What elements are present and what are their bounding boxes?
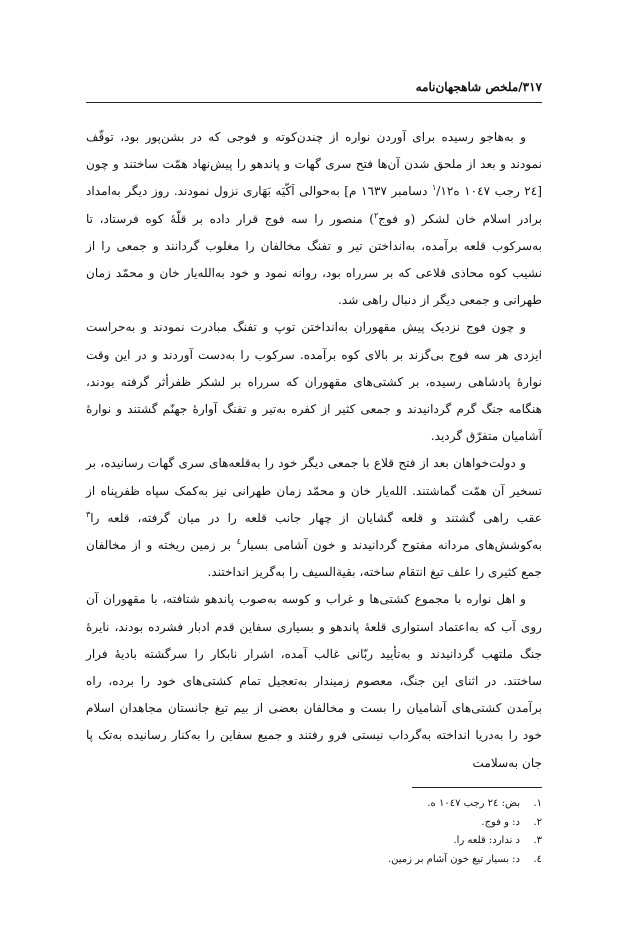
paragraph-text: و به‌هاجو رسیده برای آوردن نواره از چندن‌کوته و فوجی که در بشن‌پور بود، توقّف نمودند و بعد از ملحق شدن آن‌ها فتح سری گهات و پاندهو را پیش‌نهاد همّت ساختند و چون [٢٤ رجب ١٠٤٧ ه	[86, 130, 542, 199]
footnote-number: ٣.	[533, 835, 542, 846]
footnotes	[86, 795, 542, 869]
main-text	[86, 124, 542, 777]
footnote-text: بض: ٢٤ رجب ١٠٤٧ ه.	[427, 798, 520, 809]
footnote-text: د: بسیار تیغ خون آشام بر زمین.	[388, 853, 520, 865]
paragraph-text: و اهل نواره با مجموع کشتی‌ها و غراب و کوسه به‌صوب پاندهو شتافته، با مقهوران آن روی آب که به‌اعتماد استواری قلعهٔ پاندهو و بسیاری سفاین قدم ادبار فشرده بودند، نایرهٔ جنگ ملتهب گردانیدند و به‌تأیید ربّانی غالب آمده، اشرار نابکار را سرگشته بادیهٔ فرار ساختند. در اثنای این جنگ، معصوم زمیندار به‌تعجیل تمام کشتی‌های خود را برده، راه برآمدن کشتی‌های آشامیان را بست و مخالفان بعضی از بیم تیغ جانستان مجاهدان اسلام خود را به‌دریا انداخته به‌گرداب نیستی فرو رفتند و جمیع سفاین را به‌کنار رسانیده به‌تک پا جان به‌سلامت	[86, 592, 542, 770]
paragraph	[86, 586, 542, 776]
footnote-ref: ١	[431, 183, 437, 193]
footnote-ref: ٤	[236, 537, 241, 547]
footnote-divider	[412, 787, 542, 788]
paragraph-text: /١٢ دسامبر ١٦٣٧ م] به‌حوالی اَکّیَه بَهَاری نزول نمودند. روز دیگر به‌امداد برادر اسلام خان لشکر (و فوج	[86, 184, 542, 226]
footnote-number: ١.	[533, 798, 542, 809]
header-divider	[86, 102, 542, 103]
footnote	[86, 851, 542, 870]
footnote-number: ٤.	[533, 853, 542, 865]
paragraph-text: ) منصور را سه فوج قرار داده بر قلّهٔ کوه فرستاد، تا به‌سرکوب قلعه برآمده، به‌انداختن تیر و تفنگ مخالفان را مغلوب گردانند و جمعی را از نشیب کوه محاذی قلاعی که بر سرراه بود، روانه نمود و خود به‌الله‌یار خان و محمّد زمان طهرانی و جمعی دیگر از دنبال راهی شد.	[86, 211, 542, 308]
paragraph	[86, 124, 542, 314]
footnote	[86, 814, 542, 833]
footnote	[86, 795, 542, 814]
footnote-text: د ندارد: قلعه را.	[453, 835, 520, 846]
footnote-number: ٢.	[533, 816, 542, 828]
footnote-text: د: و فوج.	[481, 816, 520, 828]
paragraph	[86, 450, 542, 586]
footnote-ref: ٣	[86, 509, 91, 519]
footnote	[86, 832, 542, 851]
paragraph-text: به‌کوشش‌های مردانه مفتوح گردانیدند و خون آشامی بسیار	[240, 538, 542, 553]
paragraph-text: و چون فوج نزدیک پیش مقهوران به‌انداختن توپ و تفنگ مبادرت نمودند و به‌حراست ایزدی هر سه فوج بی‌گزند بر بالای کوه برآمده. سرکوب را به‌دست آوردند و در این وقت نوارهٔ پادشاهی رسیده، بر کشتی‌های مقهوران که سرراه بر لشکر ظفرأثر گرفته بودند، هنگامه جنگ گرم گردانیدند و جمعی کثیر از کفره به‌تیر و تفنگ آوارهٔ جهنّم گشتند و نوارهٔ آشامیان متفرّق گردید.	[86, 320, 542, 444]
running-header: ۳۱۷/ملخص شاهجهان‌نامه	[415, 80, 542, 94]
paragraph-text: بر زمین ریخته و از مخالفان جمع کثیری را علف تیغ انتقام ساخته، بقیةالسیف را به‌گریز انداختند.	[86, 538, 542, 580]
paragraph-text: و دولت‌خواهان بعد از فتح قلاع با جمعی دیگر خود را به‌قلعه‌های سری گهات رسانیده، بر تسخیر آن همّت گماشتند. الله‌یار خان و محمّد زمان طهرانی نیز به‌کمک سپاه ظفرپناه از عقب راهی گشتند و قلعه گشایان از چهار جانب قلعه را در میان گرفته، قلعه را	[86, 456, 542, 525]
paragraph	[86, 314, 542, 450]
footnote-ref: ٢	[373, 210, 379, 220]
